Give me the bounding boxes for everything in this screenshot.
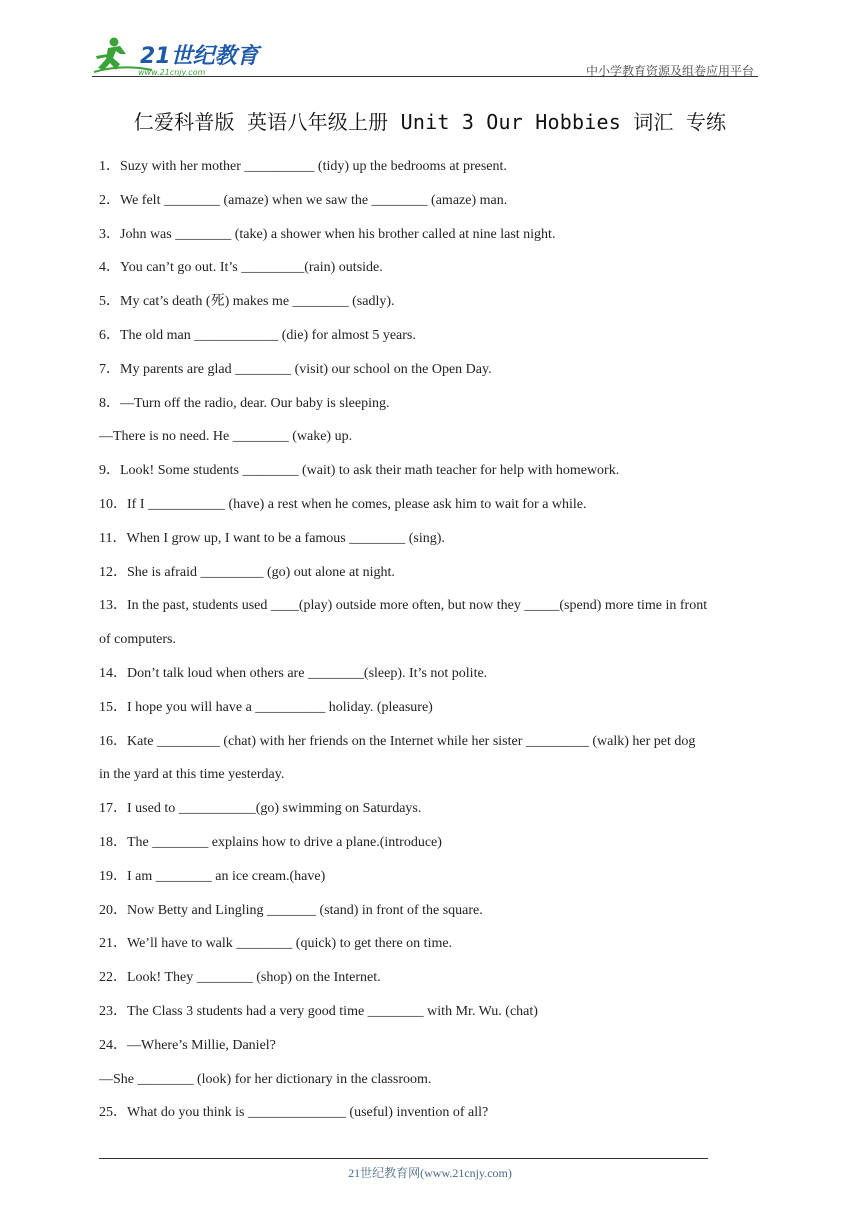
question-line: 2．We felt ________ (amaze) when we saw the ________ (amaze) man. [99,192,508,208]
question-line: 16．Kate _________ (chat) with her friends on the Internet while her sister _________ (walk) her pet dog [99,733,696,749]
question-line: 8．—Turn off the radio, dear. Our baby is sleeping. [99,395,390,411]
question-line: 1．Suzy with her mother __________ (tidy) up the bedrooms at present. [99,159,507,174]
question-line: 13．In the past, students used ____(play) outside more often, but now they _____(spend) more time in front [99,598,708,614]
question-line: 21．We’ll have to walk ________ (quick) to get there on time. [99,936,453,952]
question-line: 9．Look! Some students ________ (wait) to ask their math teacher for help with homework. [99,463,620,479]
footer-divider [99,1158,708,1159]
question-line: 23．The Class 3 students had a very good time ________ with Mr. Wu. (chat) [99,1003,538,1019]
question-line: 7．My parents are glad ________ (visit) our school on the Open Day. [99,361,492,377]
runner-logo-icon [92,34,262,78]
question-line: 15．I hope you will have a __________ holiday. (pleasure) [99,699,433,715]
question-list [99,150,769,1130]
question-line: 10．If I ___________ (have) a rest when he comes, please ask him to wait for a while. [99,496,587,512]
footer-link[interactable]: 21世纪教育网(www.21cnjy.com) [348,1166,512,1180]
question-line: 4．You can’t go out. It’s _________(rain) outside. [99,260,383,276]
question-line: 20．Now Betty and Lingling _______ (stand) in front of the square. [99,902,483,918]
question-line: 25．What do you think is ______________ (useful) invention of all? [99,1105,489,1121]
svg-text:www.21cnjy.com: www.21cnjy.com [138,68,206,77]
question-line: 22．Look! They ________ (shop) on the Internet. [99,970,381,986]
question-line: 19．I am ________ an ice cream.(have) [99,868,326,884]
question-line: 18．The ________ explains how to drive a plane.(introduce) [99,834,442,850]
question-line: 17．I used to ___________(go) swimming on Saturdays. [99,801,422,817]
question-line: 24．—Where’s Millie, Daniel? [99,1037,276,1053]
question-line: —There is no need. He ________ (wake) up. [99,429,353,445]
page-header [92,28,758,78]
question-line: 5．My cat’s death (死) makes me ________ (sadly). [99,294,395,310]
question-line: 3．John was ________ (take) a shower when his brother called at nine last night. [99,226,556,242]
svg-text:21世纪教育: 21世纪教育 [140,44,259,69]
question-line: in the yard at this time yesterday. [99,767,285,783]
question-line: 11．When I grow up, I want to be a famous ________ (sing). [99,530,445,546]
header-divider [92,76,758,77]
site-logo[interactable] [92,34,262,78]
question-line: —She ________ (look) for her dictionary in the classroom. [99,1071,432,1087]
question-line: 6．The old man ____________ (die) for almost 5 years. [99,327,416,343]
question-line: 14．Don’t talk loud when others are ________(sleep). It’s not polite. [99,665,488,681]
question-line: of computers. [99,632,176,648]
platform-tagline: 中小学教育资源及组卷应用平台 [585,64,754,78]
question-line: 12．She is afraid _________ (go) out alone at night. [99,564,395,580]
page-title: 仁爱科普版 英语八年级上册 Unit 3 Our Hobbies 词汇 专练 [133,110,727,134]
